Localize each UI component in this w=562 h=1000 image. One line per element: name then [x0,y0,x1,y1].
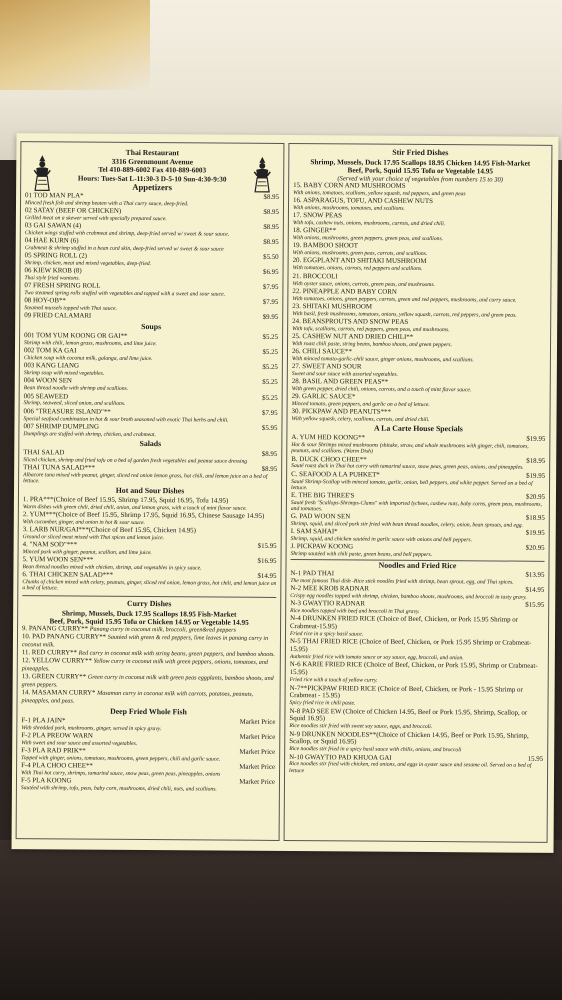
menu-item-price: $19.95 [526,472,546,480]
menu-item-description: With Thai hot curry, shrimps, tamarind sauce, snow peas, green peas, pineapples, onions [21,770,221,778]
menu-item-name: 07 FRESH SPRING ROLL [24,282,101,290]
menu-item-name: 1. PRA***(Choice of Beef 15.95, Shrimp 17.95, Squid 16.95, Tofu 14.95) [22,496,229,505]
menu-item [23,423,277,439]
menu-item [291,471,545,493]
menu-item [25,252,279,268]
thai-dancer-logo-right [251,156,273,194]
menu-item [290,685,544,709]
stir-fried-note: (Served with your choice of vegetables from numbers 15 to 30) [337,174,504,184]
menu-item-description: With basil, fresh mushrooms, tomatoes, onions, yellow squash, carrots, red peppers, and green peas. [292,310,517,319]
menu-item-name: 6. THAI CHICKEN SALAD*** [22,571,114,580]
menu-item-price: $5.25 [262,334,279,342]
menu-item-name: 15. BABY CORN AND MUSHROOMS [293,182,406,190]
menu-item [22,556,276,572]
menu-item-description: With onions, tomatoes, scallions, yellow squash, red peppers, and green peas [293,190,466,198]
menu-item [25,192,279,208]
menu-item [24,297,278,313]
curry-item-description: Panang curry in coconut milk, broccoli, green&red peppers [89,626,236,634]
menu-item-price: $8.95 [263,193,280,201]
menu-item-description: Sweet and sour sauce with assorted vegetables. [291,371,398,378]
menu-item-description: Hot & sour Shrimps mixed mushrooms (shitake, straw, and whole mushrooms with ginger, chili, tomatoes, peanuts, and scallions. (Warm Dish) [291,442,529,455]
stir-fried-price-line-2: Beef, Pork, Squid 15.95 Tofu or Vegetable 14.95 [347,166,493,176]
menu-item-name: 4. "NAM SOD"*** [22,541,78,549]
menu-item [289,754,543,776]
menu-item-description: Dumplings are stuffed with shrimp, chicken, and crabmeat. [23,430,156,438]
menu-item-name: N-7**PICKPAW FRIED RICE (Choice of Beef, Chicken, or Pork - 15.95 Shrimp or Crabmeat - 15.95) [289,684,523,700]
menu-item-description: Sauté roast duck in Thai hot curry with tamarind sauce, snow peas, green peas, onions, and pineapples. [291,463,524,472]
menu-item-name: 22. PINEAPPLE AND BABY CORN [292,287,397,296]
menu-item [292,273,546,289]
menu-item-name: 03 GAI SAWAN (4) [24,222,82,230]
menu-item-name: 005 SEAWEED [23,392,69,400]
curry-item-name: 12. YELLOW CURRY** [21,657,92,665]
menu-item-price: $8.95 [263,238,279,246]
menu-item-name: N-6 KARIE FRIED RICE (Choice of Beef, Chicken, or Pork 15.95, Shrimp or Crabmeat-15.95) [289,661,538,677]
hot-sour-list [22,496,277,593]
menu-item-price: $5.25 [262,364,278,372]
menu-item-name: 24. BEANSPROUTS AND SNOW PEAS [292,317,409,326]
soups-title: Soups [141,322,162,332]
menu-item-price: $5.25 [262,349,279,357]
menu-item-name: 04 HAE KURN (6) [24,237,79,245]
menu-item [24,363,278,379]
menu-item-name: F-5 PLA KOONG [20,777,72,785]
menu-item [291,528,545,544]
menu-item-description: Shrimp sautéed with chili paste, green beans, and bell peppers. [290,551,433,559]
stir-fried-title: Stir Fried Dishes [392,147,449,158]
menu-item [290,639,544,663]
menu-item [293,197,547,213]
menu-item [293,227,547,243]
menu-item-description: Bean thread noodle with shrimp and scallions. [23,385,129,393]
menu-item [23,511,277,527]
menu-item-description: Chicken wings stuffed with crabmeat and shrimp, deep-fried served w/ sweet & sour sauce. [24,229,230,238]
menu-item-name: 27. SWEET AND SOUR [291,363,362,371]
menu-item [21,717,275,733]
menu-item-line [290,615,544,633]
menu-item-description: Thai style fried wontons. [24,275,80,282]
menu-item-description: Authentic fried rice with tomato sauce or soy sauce, egg, broccoli, and onion. [289,654,464,662]
menu-item-description: The most famous Thai dish -Rice stick noodles fried with shrimp, bean sprout, egg, and Thai spices. [290,578,514,586]
menu-item-name: I. SAM SAHAI* [290,528,338,536]
stir-fried-price-line-1: Shrimp, Mussels, Duck 17.95 Scallops 18.95 Chicken 14.95 Fish-Market [310,158,531,168]
menu-item-name: 004 WOON SEN [23,377,72,385]
menu-item-description: Minced tomato, green peppers, and garlic on a bed of lettuce. [291,401,430,409]
curry-item-description: Yellow curry in coconut milk with green peppers, onions, tomatoes, and pineapples. [21,658,268,673]
menu-item-name: N-9 DRUNKEN NOODLES**(Choice of Chicken 14.95, Beef or Pork 15.95, Shrimp, Scallop, or Squid 16.95) [289,730,529,746]
menu-item-description: Shrimp with chili, lemon grass, mushrooms, and lime juice. [24,340,157,348]
menu-item-description: With sweet and sour sauce and assorted vegetables. [21,740,138,748]
menu-item-price: $15.95 [525,602,545,610]
menu-item-price: $5.25 [262,379,278,387]
menu-item-description: Minced pork with ginger, peanut, scallion, and lime juice. [22,549,152,557]
menu-item [21,732,275,748]
background-curtain [0,0,150,90]
salads-list [23,449,277,486]
menu-item [23,464,277,486]
menu-item [292,363,546,379]
background-floor [0,840,562,1000]
noodles-title: Noodles and Fried Rice [290,559,544,572]
menu-item [23,526,277,542]
menu-item-name: 08 HOY-OB** [24,297,66,305]
menu-item-description: Sauté Shrimp-Scallop with minced tomato, garlic, onion, bell peppers, and white pepper. Served on a bed of lettuce. [291,478,533,491]
menu-item-price: $16.95 [257,558,277,566]
menu-item-description: Rice noodles topped with beef and broccoli in Thai gravy. [290,608,420,616]
menu-item [21,747,275,763]
whole-fish-title: Deep Fried Whole Fish [110,706,187,717]
menu-item-name: N-5 THAI FRIED RICE (Choice of Beef, Chicken, or Pork 15.95 Shrimp or Crabmeat-15.95) [289,638,532,654]
menu-item [24,282,278,298]
menu-item [24,393,278,409]
menu-item [292,378,546,394]
menu-item-price: $13.95 [525,571,545,580]
curry-item-name: 11. RED CURRY** [21,649,77,657]
menu-item [292,288,546,304]
menu-item-description: With tomatoes, onions, green peppers, carrots, green and red peppers, mushrooms, and curry sauce. [292,295,517,304]
menu-item [23,408,277,424]
menu-item-description: Shrimp, squid, and chicken sautéed in garlic sauce with onions and bell peppers. [290,536,473,544]
menu-item-name: THAI TUNA SALAD*** [23,463,96,472]
menu-item [290,662,544,686]
menu-item-price: $8.95 [263,223,279,231]
menu-item [291,543,545,559]
menu-left-column [16,141,285,841]
menu-item-description: With oyster sauce, onions, carrots, green peas, and mushrooms. [292,280,435,288]
curry-item [22,657,276,675]
menu-item-description: With tofu, cashew nuts, onions, mushrooms, carrots, and dried chili. [292,220,446,228]
curry-item-description: Masaman curry in coconut milk with carrots, potatoes, peanuts, pineapples, and peas. [21,690,254,705]
menu-item-description: With cucumber, ginger, and onion in hot & sour sauce. [22,519,145,526]
menu-item-description: With minced tomato-garlic-chili sauce, ginger onions, mushrooms, and scallions. [291,355,474,364]
menu-item [291,456,545,472]
menu-item-description: Rice noodles stir fried with sweet soy sauce, eggs, and broccoli. [289,723,433,731]
curry-price-line-2: Beef, Pork, Squid 15.95 Tofu or Chicken 14.95 or Vegetable 14.95 [49,617,249,627]
menu-item [23,541,277,557]
menu-item-description: With green pepper, dried chili, onions, carrots, and a touch of mint flavor sauce. [291,386,472,394]
menu-item-name: 23. SHITAKI MUSHROOM [292,302,372,311]
menu-item [24,378,278,394]
menu-item-description: Special seafood combination in hot & sour broth seasoned with exotic Thai herbs and chili. [23,415,229,424]
menu-item-name: F-1 PLA JAIN* [21,717,66,725]
menu-item [23,449,277,465]
menu-item-name: 30. PICKPAW AND PEANUTS*** [291,408,391,417]
menu-item-name: C. SEAFOOD A LA PUHKET* [291,470,380,479]
menu-item-description: With onions, mushrooms, green peas, carrots, and scallions. [292,250,428,258]
curry-item-name: 13. GREEN CURRY** [21,673,87,681]
appetizers-title: Appetizers [132,181,172,193]
menu-item-description: With yellow squash, celery, scallions, carrots, and dried chili. [291,416,430,424]
menu-item-description: With onions, mushrooms, tomatoes, and scallions. [292,205,405,212]
restaurant-header [25,148,279,193]
curry-section [22,595,277,707]
menu-item-name: N-3 GWAYTIO RADNAR [290,600,366,608]
menu-item [292,303,546,319]
menu-item-price: $20.95 [525,544,545,553]
menu-item [293,212,547,228]
menu-item-price: $19.95 [526,435,546,444]
curry-item-name: 14. MASAMAN CURRY* [21,689,96,697]
menu-item-description: Grilled meat on a skewer served with specially prepared sauce. [24,214,167,222]
menu-sheet [12,133,559,853]
menu-item-description: Topped with ginger, onions, tomatoes, mushrooms, green peppers, chili and garlic sauce. [21,755,221,763]
menu-item-price: $5.50 [263,253,279,261]
curry-item-description: Green curry in coconut milk with green peas eggplants, bamboo shoots, and green peppers. [21,674,274,689]
menu-item [292,348,546,364]
menu-item [290,600,544,616]
menu-item [22,571,276,593]
menu-item [292,318,546,334]
whole-fish-list [21,717,276,793]
menu-item [293,258,547,274]
menu-item-name: A. YUM HED KOONG** [291,434,366,442]
restaurant-address: 3316 Greenmount Avenue [111,156,194,167]
menu-item-price: Market Price [239,779,276,787]
menu-right-column [284,143,553,843]
menu-item-price: $14.95 [525,586,545,595]
menu-item-price: 15.95 [527,755,544,763]
menu-item-name: E. THE BIG THREE'S [290,491,355,500]
menu-item-name: 02 SATAY (BEEF OR CHICKEN) [24,206,122,215]
curry-item [22,633,276,651]
menu-item-description: Steamed mussels topped with Thai sauce. [24,305,117,312]
menu-item-name: 29. GARLIC SAUCE* [291,393,356,401]
soups-list [23,332,278,438]
menu-item-price: $8.95 [261,465,278,473]
menu-item-name: 09 FRIED CALAMARI [24,312,92,320]
appetizers-list [24,192,279,322]
menu-item-name: 01 TOD MAN PLA* [25,191,84,200]
menu-item-description: With onions, mushrooms, green peppers, green peas, and scallions. [292,235,444,243]
menu-item-name: 001 TOM YUM KOONG OR GAI** [24,332,128,341]
menu-item [291,492,545,514]
menu-item-description: Sauté fresh "Scallops-Shrimps-Clams" with imported lychees, cashew nuts, baby corns, green peas, mushrooms, and tomatoes. [290,499,542,513]
menu-item-name: 26. CHILI SAUCE** [291,347,352,356]
menu-item-name: 007 SHRIMP DUMPLING [23,422,100,431]
menu-item-price: $18.95 [525,514,545,522]
menu-item-name: 16. ASPARAGUS, TOFU, AND CASHEW NUTS [293,197,433,206]
menu-item-description: Shrimp, squid, and sliced pork stir fried with bean thread noodles, celery, onion, bean sprouts, and egg. [290,521,523,529]
menu-item [24,312,278,322]
menu-item-description: Crabmeat & shrimp stuffed in a bean curd skin, deep-fried served w/ sweet & sour sauce [24,245,224,253]
menu-item-name: 003 KANG LIANG [23,362,80,370]
menu-item-description: With tomatoes, onions, carrots, red peppers and scallions. [292,265,423,273]
menu-item-name: 20. EGGPLANT AND SHITAKI MUSHROOM [292,257,427,266]
menu-item-price: $9.95 [262,314,279,322]
menu-item-price: Market Price [239,763,276,772]
curry-item-name: 10. PAD PANANG CURRY** [21,633,107,641]
restaurant-hours: Hours: Tues-Sat L-11:30-3 D-5-10 Sun-4:30-9:30 [77,174,227,184]
menu-item-description: With shredded pork, mushrooms, ginger, served in spicy gravy. [21,725,162,733]
menu-item [25,237,279,253]
menu-item-price: $14.95 [257,573,277,581]
restaurant-phone: Tel 410-889-6002 Fax 410-889-6003 [98,165,207,175]
menu-item [292,393,546,409]
menu-item [291,434,545,456]
menu-item-description: Rice noodles stir fried with chicken, red onions, and eggs in oyster sauce and sesame oil. Served on a bed of lettuce [289,761,532,774]
menu-item-description: Albacore tuna mixed with peanut, ginger, sliced red onion lemon grass, hot chili, and lemon juice on a bed of lettuce. [23,471,268,485]
menu-item [293,242,547,258]
menu-item-price: $5.25 [262,394,278,402]
menu-item-name: 002 TOM KA GAI [23,347,77,355]
menu-item-name: F-3 PLA RAD PRIK** [21,747,86,755]
menu-item [24,347,278,363]
menu-item [290,570,544,586]
menu-item-name: B. DUCK CHOO CHEE** [291,455,367,464]
menu-item-description: Chunks of chicken mixed with celery, peanuts, ginger, sliced red onion, lemon grass, hot chili, and lemon juice on a bed of lettuce. [22,579,277,592]
menu-item-description: Shrimp, chicken, meat and mixed vegetables, deep-fried. [24,260,152,267]
menu-item-name: N-2 MEE KROB RADNAR [290,585,370,593]
menu-item-price: $7.95 [262,409,278,417]
menu-item-price: Market Price [239,733,276,742]
menu-item-line [24,312,278,322]
menu-item [24,267,278,283]
menu-item-description: With tofu, scallions, carrots, red peppers, green peas, and mushrooms. [292,325,450,333]
menu-item-name: 3. LARB NUR/GAI***(Choice of Beef 15.95, Chicken 14.95) [22,526,196,535]
hot-sour-title: Hot and Sour Dishes [115,485,185,496]
menu-item-description: Fried rice in a spicy basil sauce. [289,631,364,638]
menu-item-price: $5.95 [261,424,278,432]
curry-item [22,673,276,691]
menu-item-description: Two steamed spring rolls stuffed with vegetables and topped with a sweet and sour sauce. [24,290,225,298]
menu-item-name: 18. GINGER** [292,227,337,235]
menu-item [21,777,275,793]
stir-fried-list [291,182,547,424]
menu-item-name: F-2 PLA PREOW WARN [21,732,93,740]
menu-item-description: Spicy fried rice in chili paste. [289,700,356,707]
menu-item-price: $19.95 [525,529,545,537]
alacarte-list [291,434,546,559]
menu-item-price: Market Price [239,718,276,726]
menu-item [289,731,543,755]
curry-item-name: 9. PANANG CURRY** [22,625,89,633]
menu-item-description: Chicken soup with coconut milk, galanga, and lime juice. [23,355,153,363]
menu-item-price: $18.95 [526,457,546,465]
restaurant-name: Thai Restaurant [125,147,180,158]
menu-item [290,585,544,601]
menu-item-name: N-8 PAD SEE EW (Choice of Chicken 14.95, Beef or Pork 15.95, Shrimp, Scallop, or Squid 16.95) [289,707,528,723]
salads-title: Salads [139,438,162,448]
menu-item-description: Rice noodles stir fried in a spicy basil sauce with chilis, onions, and broccoli [289,746,462,754]
menu-item [23,496,277,512]
curry-price-line-1: Shrimp, Mussels, Duck 17.95 Scallops 18.95 Fish-Market [61,608,237,619]
noodles-list [289,570,544,775]
menu-item-name: N-4 DRUNKEN FRIED RICE (Choice of Beef, Chicken, or Pork 15.95 Shrimp or Crabmeat-15.95) [290,615,519,631]
menu-item-name: 25. CASHEW NUT AND DRIED CHILI** [292,332,414,341]
menu-item-description: Warm dishes with green chili, dried chili, onion, and lemon grass, with a touch of mint flavor sauce. [22,504,247,512]
menu-item-name: 5. YUM WOON SEN*** [22,556,94,564]
menu-item-description: Bean thread noodles mixed with chicken, shrimp, and vegetables in spicy sauce. [22,564,202,572]
menu-item-price: $7.95 [262,299,279,307]
menu-item [25,222,279,238]
menu-item [289,708,543,732]
menu-item [21,762,275,778]
menu-item-price: $8.95 [261,450,278,458]
menu-item-name: N-10 GWAYTIO PAD KHUOA GAI [289,753,392,762]
menu-item [291,513,545,529]
thai-dancer-logo-left [31,154,53,192]
menu-item-description: Crispy egg noodles topped with shrimp, chicken, bamboo shoots, mushrooms, and broccoli in tasty gravy. [290,593,527,601]
menu-item-name: N-1 PAD THAI [290,570,335,578]
menu-item [290,615,544,639]
menu-item [292,333,546,349]
menu-item-price: $20.95 [526,493,546,501]
menu-item [24,332,278,348]
menu-item-price: $15.95 [257,542,277,551]
menu-item [25,207,279,223]
menu-item-name: 21. BROCCOLI [292,272,338,280]
menu-item [293,182,547,198]
curry-list [22,625,277,707]
curry-item-description: Sautéed with green & red peppers, lime leaves in panang curry in coconut milk. [21,634,269,649]
menu-item-name: 05 SPRING ROLL (2) [24,252,88,260]
menu-item-name: 19. BAMBOO SHOOT [292,242,359,250]
menu-item-name: 06 KIEW KROB (8) [24,267,82,275]
menu-item-name: 17. SNOW PEAS [292,212,343,220]
menu-item-description: Minced fresh fish and shrimp beaten with a Thai curry sauce, deep-fried. [24,199,189,207]
menu-item-description: Sliced chicken, shrimp and fried tofu on a bed of garden fresh vegetables and peanut sauce dressing [23,456,248,465]
menu-item-name: F-4 PLA CHOO CHEE** [21,762,93,770]
menu-item-name: THAI SALAD [23,448,65,457]
menu-item-description: Shrimp, seaweed, sliced onion, and scallions. [23,400,126,408]
menu-item [291,408,545,424]
menu-item-name: 006 "TREASURE ISLAND"** [23,407,111,416]
menu-item-name: G. PAD WOON SEN [290,513,351,521]
menu-item-name: 2. YUM***(Choice of Beef 15.95, Shrimp 17.95, Squid 16.95, Chinese Sausage 14.95) [22,511,265,520]
alacarte-title: A La Carte House Specials [374,423,463,434]
curry-item [22,689,276,707]
menu-item-description: Sautéed with shrimp, tofu, peas, baby corn, mushrooms, dried chili, nuts, and scallions. [20,785,217,793]
menu-item-price: $8.95 [263,208,279,216]
menu-item-description: With roast chili paste, string beans, bamboo shoots, and green peppers. [292,340,452,348]
curry-title: Curry Dishes [126,598,172,608]
menu-item-name: 28. BASIL AND GREEN PEAS** [291,378,389,386]
menu-item-description: Shrimp soup with mixed vegetables. [23,370,105,378]
menu-item-description: Fried rice with a touch of yellow curry. [289,677,378,685]
curry-item-description: Red curry in coconut milk with string beans, green peppers, and bamboo shoots. [78,650,275,658]
menu-item-description: Ground or sliced meat mixed with Thai spices and lemon juice. [22,534,165,542]
menu-item-name: J. PICKPAW KOONG [290,543,354,551]
menu-item-price: $7.95 [262,283,279,292]
menu-item-price: $6.95 [262,268,279,277]
menu-item-price: Market Price [239,748,276,757]
